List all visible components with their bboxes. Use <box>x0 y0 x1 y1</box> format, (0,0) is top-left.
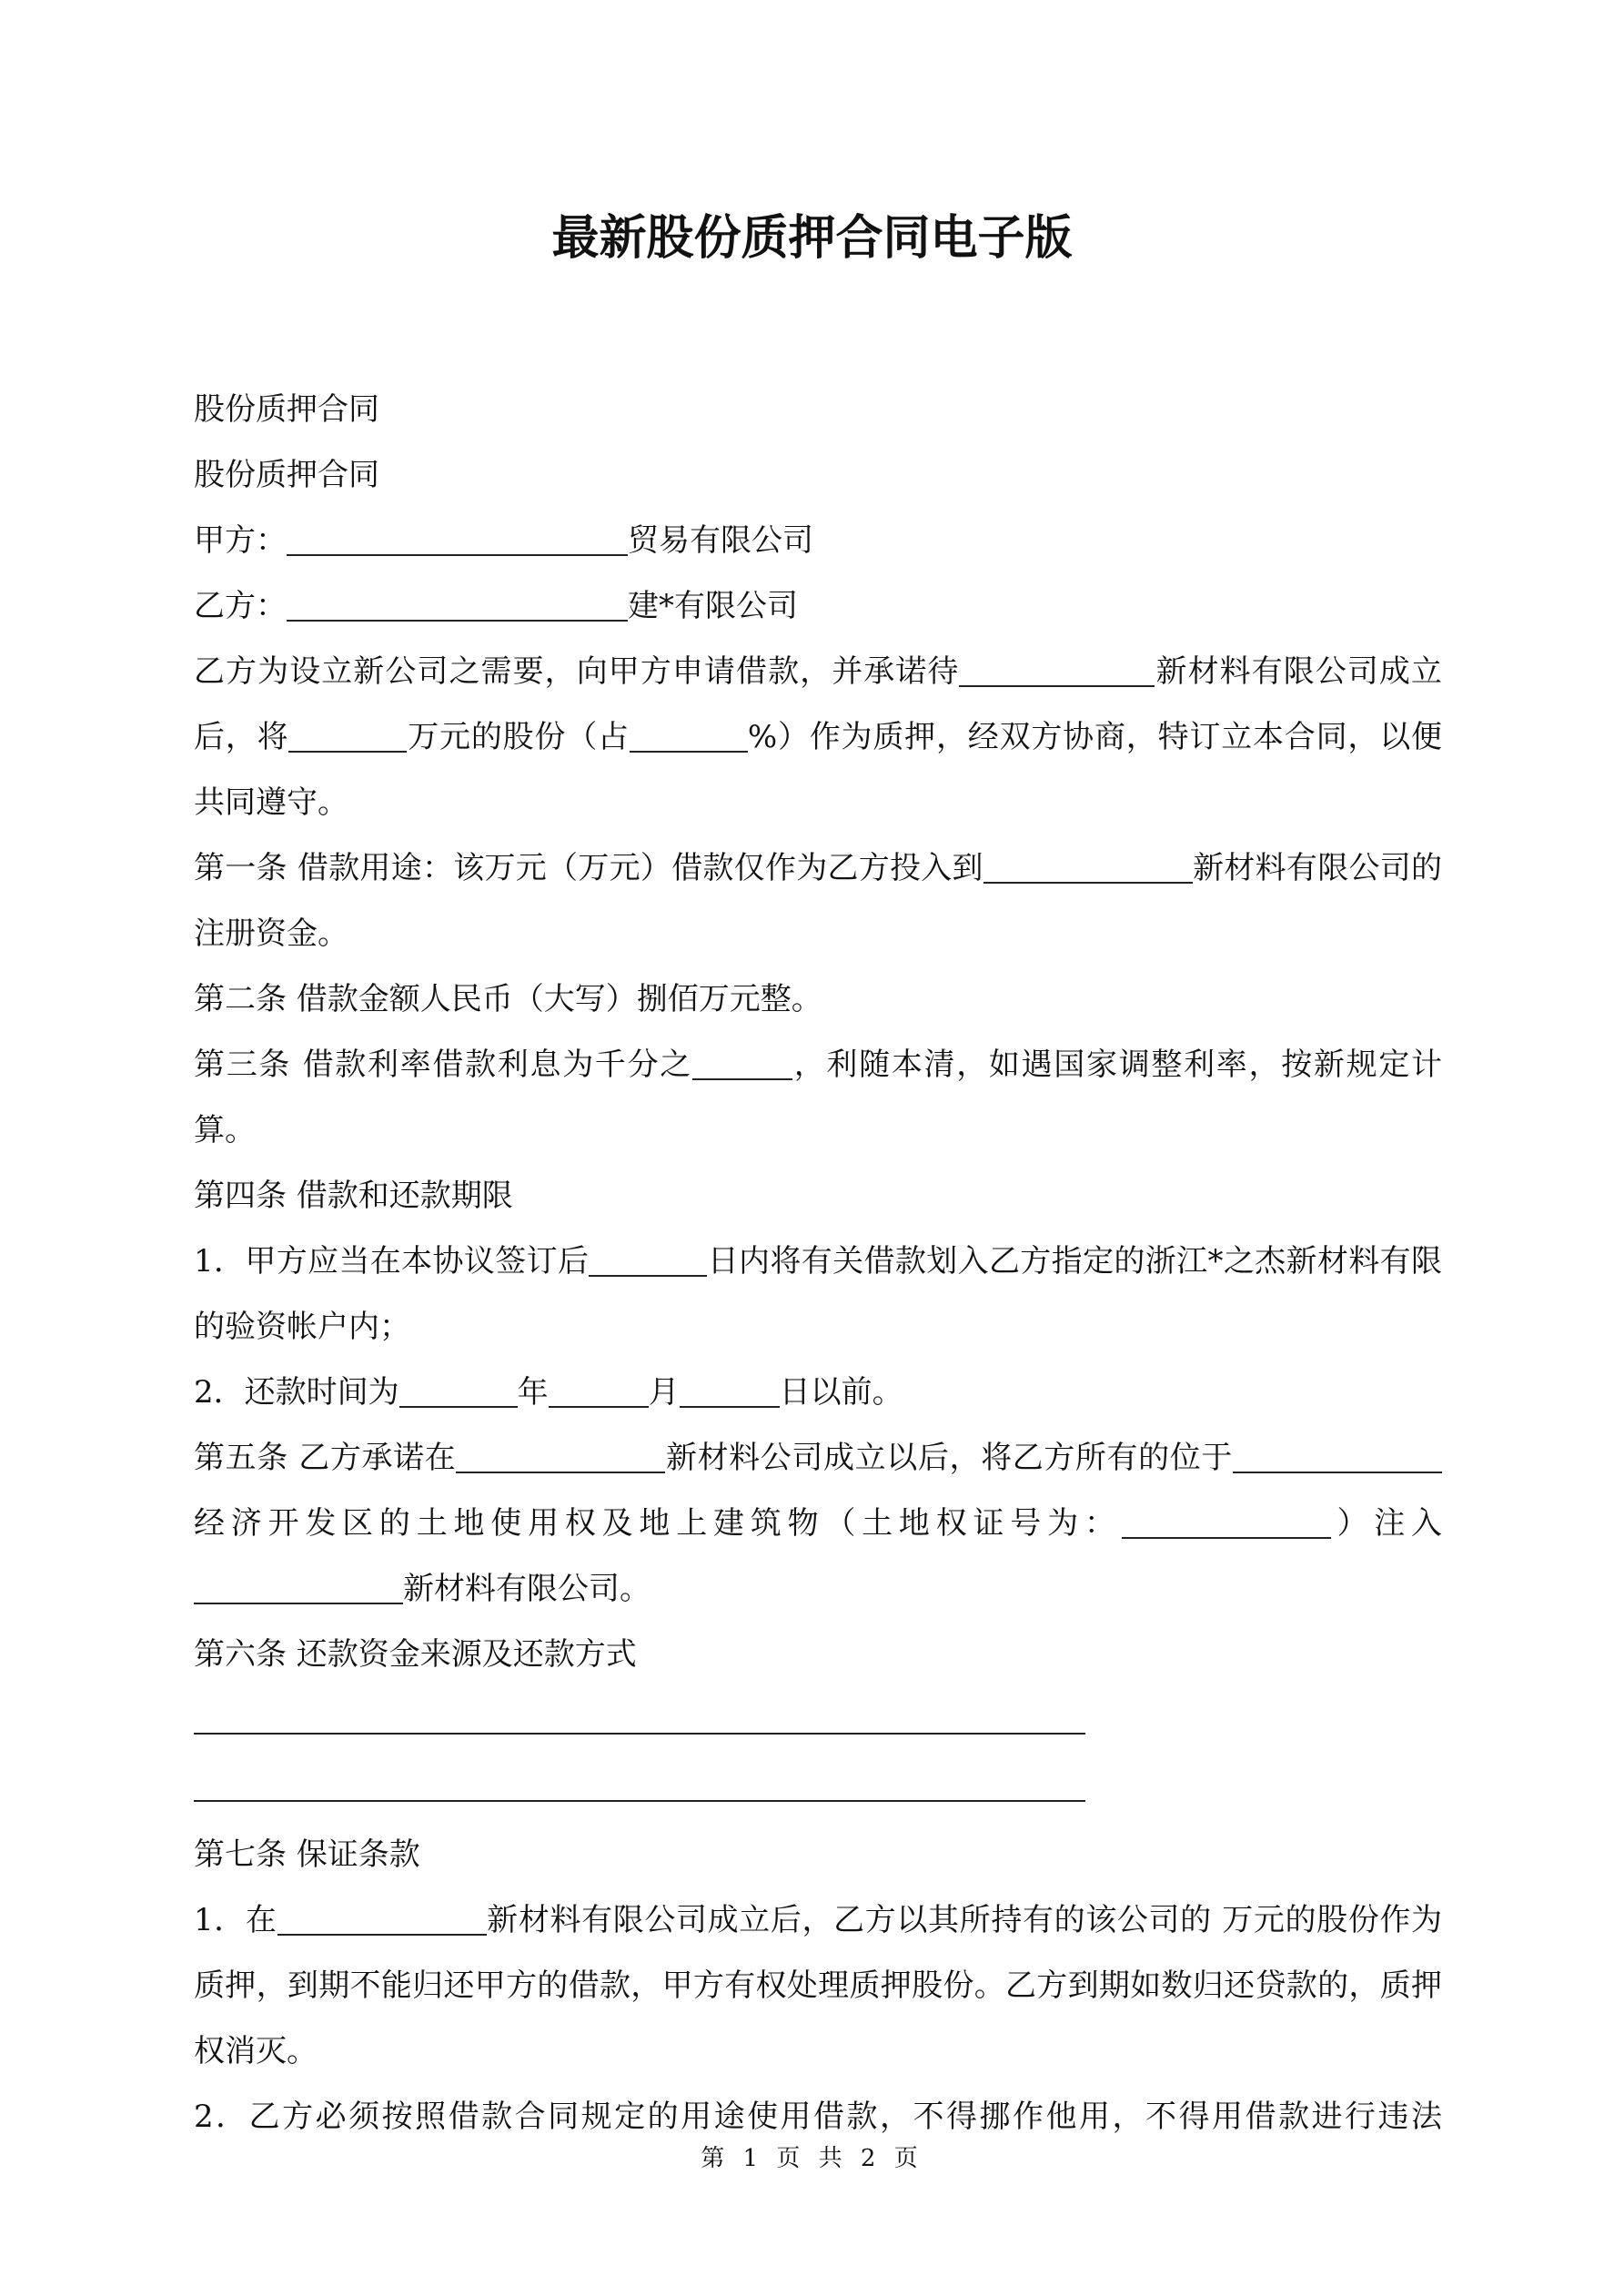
party-a-label: 甲方： <box>194 522 287 559</box>
article-5-location-blank <box>1233 1444 1442 1473</box>
repayment-method-line-1 <box>194 1687 1085 1735</box>
document-body <box>194 377 1442 2149</box>
article-3-text-1: 第三条 借款利率借款利息为千分之 <box>194 1047 693 1083</box>
page-footer: 第 1 页 共 2 页 <box>701 2145 923 2172</box>
party-b-label: 乙方： <box>194 588 287 624</box>
article-7-item-1 <box>194 1887 1442 2084</box>
article-3 <box>194 1032 1442 1163</box>
article-7: 第七条 保证条款 <box>194 1836 420 1873</box>
repayment-method-line-2 <box>194 1755 1085 1802</box>
article-4-item-2-text-3: 月 <box>648 1374 680 1411</box>
article-5-text-4: ）注入 <box>1330 1505 1443 1542</box>
party-b-line <box>194 573 1442 639</box>
article-5-text-1: 第五条 乙方承诺在 <box>194 1440 457 1476</box>
article-1-text-1: 第一条 借款用途：该万元（万元）借款仅作为乙方投入到 <box>194 850 983 886</box>
article-5-target-blank <box>194 1575 403 1604</box>
article-4-item-2 <box>194 1360 1442 1425</box>
heading-line-2: 股份质押合同 <box>194 457 379 493</box>
article-4-item-2-text-1: 2．还款时间为 <box>194 1374 399 1411</box>
article-4-item-2-text-4: 日以前。 <box>779 1374 903 1411</box>
intro-amount-blank <box>288 723 407 753</box>
article-1 <box>194 835 1442 966</box>
intro-paragraph <box>194 639 1442 835</box>
document-title: 最新股份质押合同电子版 <box>551 211 1073 266</box>
article-4-item-1-blank <box>589 1248 707 1277</box>
repay-day-blank <box>680 1379 780 1408</box>
intro-text-3: 万元的股份（占 <box>407 719 630 755</box>
intro-text-2: 新材料有限公司成立后，将 <box>194 653 1442 755</box>
land-certificate-blank <box>1122 1510 1331 1539</box>
article-3-text-2: ，利随本清，如遇国家调整利率，按新规定计算。 <box>194 1047 1443 1148</box>
article-7-item-1-text-1: 1．在 <box>194 1902 277 1938</box>
article-5-text-2: 新材料公司成立以后，将乙方所有的位于 <box>665 1440 1234 1476</box>
intro-text-4: %）作为质押，经双方协商，特订立本合同，以便共同遵守。 <box>194 719 1443 821</box>
party-b-blank <box>287 592 628 622</box>
party-b-suffix: 建*有限公司 <box>628 588 798 624</box>
article-6: 第六条 还款资金来源及还款方式 <box>194 1636 637 1673</box>
article-4-item-1-text-2: 日内将有关借款划入乙方指定的浙江*之杰新材料有限的验资帐户内； <box>194 1243 1442 1345</box>
article-7-item-1-blank <box>277 1907 487 1936</box>
intro-company-blank <box>959 658 1155 687</box>
article-3-blank <box>692 1051 792 1080</box>
article-4-item-1-text-1: 1．甲方应当在本协议签订后 <box>194 1243 590 1279</box>
article-5-text-3: 经济开发区的土地使用权及地上建筑物（土地权证号为： <box>194 1505 1122 1542</box>
repay-year-blank <box>399 1379 518 1408</box>
article-5-company-blank <box>456 1444 665 1473</box>
article-7-item-1-text-2: 新材料有限公司成立后，乙方以其所持有的该公司的 万元的股份作为质押，到期不能归还甲方的借款，甲方有权处理质押股份。乙方到期如数归还贷款的，质押权消灭。 <box>194 1902 1442 2069</box>
article-4-item-1 <box>194 1229 1442 1360</box>
intro-percent-blank <box>630 723 748 753</box>
article-4: 第四条 借款和还款期限 <box>194 1178 513 1214</box>
article-1-text-2: 新材料有限公司的注册资金。 <box>194 850 1443 952</box>
article-5-text-5: 新材料有限公司。 <box>403 1571 651 1607</box>
article-7-item-2: 2．乙方必须按照借款合同规定的用途使用借款，不得挪作他用，不得用借款进行违法 <box>194 2099 1442 2135</box>
article-1-blank <box>983 855 1193 884</box>
article-5 <box>194 1425 1442 1622</box>
party-a-blank <box>287 527 628 556</box>
repay-month-blank <box>549 1379 649 1408</box>
heading-line-1: 股份质押合同 <box>194 391 379 428</box>
article-4-item-2-text-2: 年 <box>517 1374 549 1411</box>
party-a-suffix: 贸易有限公司 <box>628 522 813 559</box>
party-a-line <box>194 508 1442 573</box>
article-2: 第二条 借款金额人民币（大写）捌佰万元整。 <box>194 981 822 1017</box>
intro-text-1: 乙方为设立新公司之需要，向甲方申请借款，并承诺待 <box>194 653 960 690</box>
